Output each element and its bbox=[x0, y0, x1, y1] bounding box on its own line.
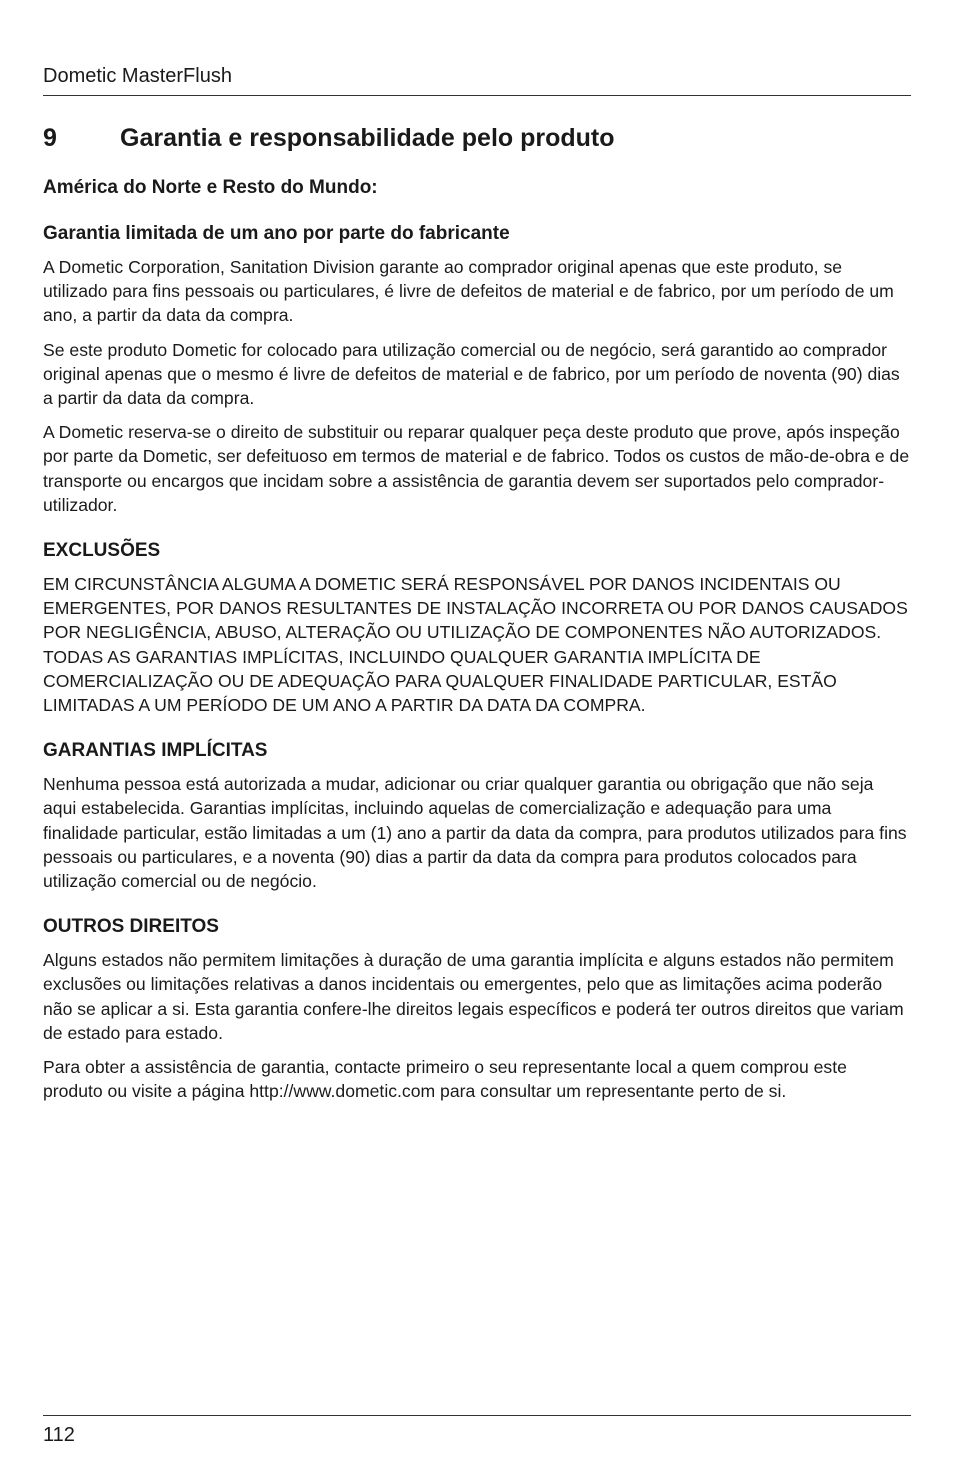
page-footer bbox=[43, 1415, 911, 1447]
chapter-heading bbox=[43, 122, 911, 154]
page-number: 112 bbox=[43, 1424, 75, 1446]
implied-warranties-paragraph: Nenhuma pessoa está autorizada a mudar, adicionar ou criar qualquer garantia ou obrigação que não seja aqui estabelecida. Garantias implícitas, incluindo aquelas de comercialização e adequação para uma finalidade particular, estão limitadas a um (1) ano a partir da data da compra, para produtos utilizados para fins pessoais ou particulares, e a noventa (90) dias a partir da data da compra para produtos colocados para utilização comercial ou de negócio. bbox=[43, 774, 907, 892]
other-rights-paragraph-1: Alguns estados não permitem limitações à duração de uma garantia implícita e alguns estados não permitem exclusões ou limitações relativas a danos incidentais ou emergentes, pelo que as limitações acima poderão não se aplicar a si. Esta garantia confere-lhe direitos legais específicos e poderá ter outros direitos que variam de estado para estado. bbox=[43, 950, 904, 1043]
limited-warranty-heading: Garantia limitada de um ano por parte do fabricante bbox=[43, 223, 510, 244]
implied-warranties-heading: GARANTIAS IMPLÍCITAS bbox=[43, 740, 268, 762]
limited-warranty-paragraph-3: A Dometic reserva-se o direito de substituir ou reparar qualquer peça deste produto que prove, após inspeção por parte da Dometic, ser defeituoso em termos de material e de fabrico. Todos os custos de mão-de-obra e de transporte ou encargos que incidam sobre a assistência de garantia devem ser suportados pelo comprador-utilizador. bbox=[43, 422, 910, 515]
chapter-number: 9 bbox=[43, 124, 57, 152]
running-header bbox=[43, 64, 911, 96]
region-heading: América do Norte e Resto do Mundo: bbox=[43, 177, 378, 198]
exclusions-heading: EXCLUSÕES bbox=[43, 540, 161, 562]
other-rights-heading: OUTROS DIREITOS bbox=[43, 916, 219, 938]
header-title: Dometic MasterFlush bbox=[43, 65, 232, 87]
chapter-title: Garantia e responsabilidade pelo produto bbox=[120, 124, 615, 152]
limited-warranty-paragraph-1: A Dometic Corporation, Sanitation Division garante ao comprador original apenas que este produto, se utilizado para fins pessoais ou particulares, é livre de defeitos de material e de fabrico, por um período de um ano, a partir da data da compra. bbox=[43, 257, 894, 326]
exclusions-paragraph: EM CIRCUNSTÂNCIA ALGUMA A DOMETIC SERÁ RESPONSÁVEL POR DANOS INCIDENTAIS OU EMERGENTES, POR DANOS RESULTANTES DE INSTALAÇÃO INCORRETA OU POR DANOS CAUSADOS POR NEGLIGÊNCIA, ABUSO, ALTERAÇÃO OU UTILIZAÇÃO DE COMPONENTES NÃO AUTORIZADOS. TODAS AS GARANTIAS IMPLÍCITAS, INCLUINDO QUALQUER GARANTIA IMPLÍCITA DE COMERCIALIZAÇÃO OU DE ADEQUAÇÃO PARA QUALQUER FINALIDADE PARTICULAR, ESTÃO LIMITADAS A UM PERÍODO DE UM ANO A PARTIR DA DATA DA COMPRA. bbox=[43, 574, 908, 716]
page-content bbox=[43, 122, 911, 1113]
other-rights-paragraph-2: Para obter a assistência de garantia, contacte primeiro o seu representante local a quem comprou este produto ou visite a página http://www.dometic.com para consultar um representante perto de si. bbox=[43, 1057, 847, 1102]
limited-warranty-paragraph-2: Se este produto Dometic for colocado para utilização comercial ou de negócio, será garantido ao comprador original apenas que o mesmo é livre de defeitos de material e de fabrico, por um período de noventa (90) dias a partir da data da compra. bbox=[43, 339, 900, 409]
